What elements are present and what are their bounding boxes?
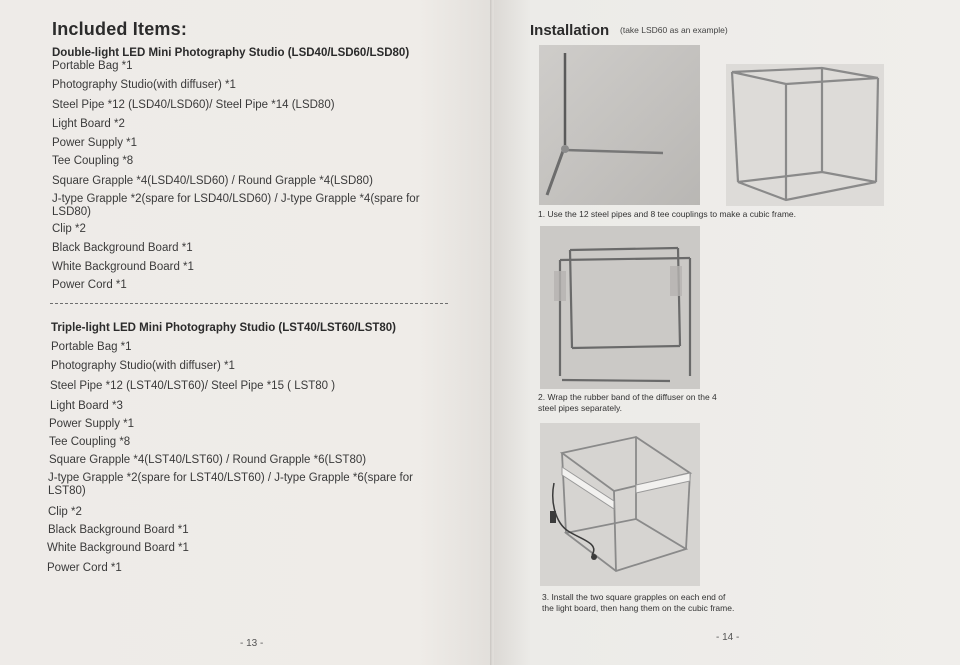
- triple-item: Light Board *3: [50, 400, 123, 412]
- installation-heading: Installation: [530, 22, 610, 39]
- double-item: Black Background Board *1: [52, 242, 193, 254]
- double-item: Power Cord *1: [52, 279, 127, 291]
- double-item: Light Board *2: [52, 118, 125, 130]
- included-items-heading: Included Items:: [52, 19, 188, 39]
- step3-photo: [540, 423, 700, 586]
- triple-item: Portable Bag *1: [51, 341, 132, 353]
- double-light-title: Double-light LED Mini Photography Studio (LSD40/LSD60/LSD80): [52, 47, 410, 59]
- triple-item: Square Grapple *4(LST40/LST60) / Round Grapple *6(LST80): [49, 454, 367, 466]
- triple-item: Steel Pipe *12 (LST40/LST60)/ Steel Pipe *15 ( LST80 ): [50, 380, 336, 392]
- triple-item: J-type Grapple *2(spare for LST40/LST60) / J-type Grapple *6(spare for LST80): [48, 472, 413, 497]
- double-item: Tee Coupling *8: [52, 155, 134, 167]
- triple-item: White Background Board *1: [47, 542, 189, 554]
- double-item: Square Grapple *4(LSD40/LSD60) / Round Grapple *4(LSD80): [52, 175, 373, 187]
- section-divider: [50, 303, 448, 304]
- triple-light-title: Triple-light LED Mini Photography Studio (LST40/LST60/LST80): [51, 322, 397, 334]
- installation-note: (take LSD60 as an example): [620, 25, 728, 35]
- step3-caption: 3. Install the two square grapples on each end of the light board, then hang them on the cubic frame.: [542, 592, 735, 613]
- step1-photo-cube: [726, 64, 884, 206]
- double-item: Power Supply *1: [52, 137, 138, 149]
- double-item: Clip *2: [52, 223, 86, 235]
- triple-item: Clip *2: [48, 506, 82, 518]
- page-number-left: - 13 -: [240, 638, 264, 649]
- double-item: Photography Studio(with diffuser) *1: [52, 79, 236, 91]
- triple-item: Photography Studio(with diffuser) *1: [51, 360, 235, 372]
- double-item: Steel Pipe *12 (LSD40/LSD60)/ Steel Pipe *14 (LSD80): [52, 99, 335, 111]
- page-number-right: - 14 -: [716, 632, 740, 643]
- double-item: White Background Board *1: [52, 261, 194, 273]
- step1-photo-corner: [539, 45, 700, 205]
- step2-photo: [540, 226, 700, 389]
- right-page: [494, 0, 960, 665]
- triple-item: Power Cord *1: [47, 562, 122, 574]
- triple-item: Tee Coupling *8: [49, 436, 131, 448]
- step2-caption: 2. Wrap the rubber band of the diffuser on the 4 steel pipes separately.: [538, 392, 717, 413]
- triple-item: Black Background Board *1: [48, 524, 189, 536]
- double-item: Portable Bag *1: [52, 60, 133, 72]
- step1-caption: 1. Use the 12 steel pipes and 8 tee couplings to make a cubic frame.: [538, 209, 796, 219]
- double-item: J-type Grapple *2(spare for LSD40/LSD60) / J-type Grapple *4(spare for LSD80): [52, 193, 420, 218]
- triple-item: Power Supply *1: [49, 418, 135, 430]
